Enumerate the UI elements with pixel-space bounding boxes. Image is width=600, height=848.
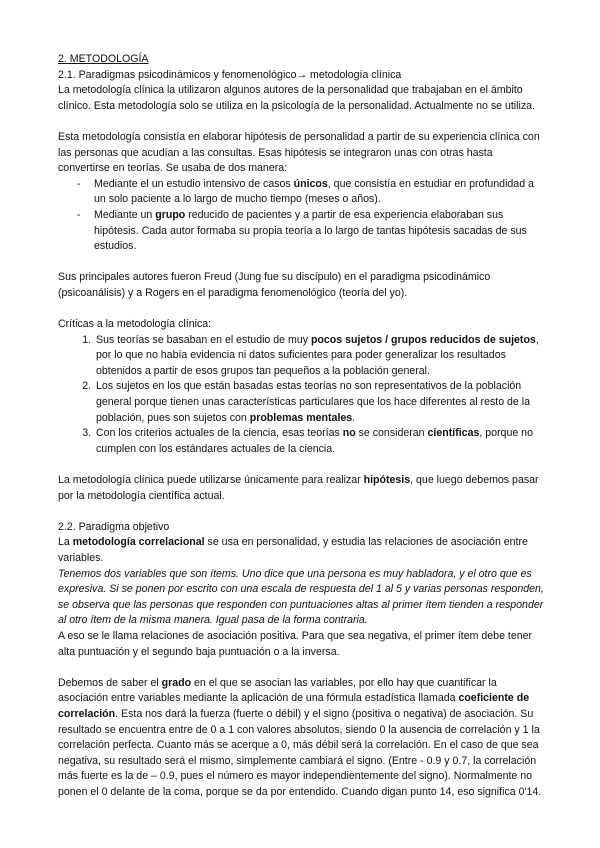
paragraph-example: Tenemos dos variables que son ítems. Uno dice que una persona es muy habladora, y el otro que es expresiva. Si se ponen por escrito con una escala de respuesta del 1 al 5 y varias personas responden, se observa que las personas que responden con puntuaciones altas al primer ítem tienden a responder al otro ítem de la misma manera. Igual pasa de la forma contraria. (58, 567, 544, 627)
paragraph-hypothesis: La metodología clínica puede utilizarse únicamente para realizar hipótesis, que luego debemos pasar por la metodología científica actual. (58, 474, 539, 502)
paragraph-clinical-intro: La metodología clínica la utilizaron algunos autores de la personalidad que trabajaban en el ámbito clínico. Esta metodología solo se utiliza en la psicología de la personalidad. Actualmente no se utiliza. (58, 84, 536, 112)
paragraph-correlational: La metodología correlacional se usa en personalidad, y estudia las relaciones de asociación entre variables. (58, 536, 528, 564)
list-item: 2. Los sujetos en los que están basadas estas teorías no son representativos de la población general porque tienen unas características particulares que los hace diferentes al resto de la población, pues son sujetos con problemas mentales. (94, 379, 544, 426)
list-item: 1. Sus teorías se basaban en el estudio de muy pocos sujetos / grupos reducidos de sujetos, por lo que no había evidencia ni datos suficientes para poder generalizar los resultados obtenidos a partir de esos grupos tan pequeños a la población general. (94, 333, 544, 380)
paragraph-correlation-coefficient: Debemos de saber el grado en el que se asocian las variables, por ello hay que cuantificar la asociación entre variables mediante la aplicación de una fórmula estadística llamada coeficiente de correlación. Esta nos dará la fuerza (fuerte o débil) y el signo (positiva o negativa) de asociación. Su resultado se encuentra entre de 0 a 1 con valores absolutos, siendo 0 la ausencia de correlación y 1 la correlación perfecta. Cuanto más se acerque a 0, más débil será la correlación. En el caso de que sea negativa, su resultado será el mismo, simplemente cambiará el signo. (Entre - 0.9 y 0.7, la correlación más fuerte es la de – 0.9, pues el número es mayor independientemente del signo). Normalmente no ponen el 0 delante de la coma, porque se da por entendido. Cuando digan punto 14, eso significa 0'14. (58, 676, 542, 798)
criticisms-title: Críticas a la metodología clínica: (58, 318, 212, 331)
criticisms-list (58, 333, 544, 458)
paragraph-authors: Sus principales autores fueron Freud (Jung fue su discípulo) en el paradigma psicodinámico (psicoanálisis) y a Rogers en el paradigma fenomenológico (teoría del yo). (58, 271, 491, 299)
dash-list (58, 177, 544, 255)
list-item: - Mediante el un estudio intensivo de casos únicos, que consistía en estudiar en profundidad a un solo paciente a lo largo de mucho tiempo (meses o años). (94, 177, 544, 208)
list-item: - Mediante un grupo reducido de pacientes y a partir de esa experiencia elaboraban sus hipótesis. Cada autor formaba su propia teoría a lo largo de tantas hipótesis sacadas de sus estudios. (94, 208, 544, 255)
document-page (58, 52, 544, 801)
section-title: 2. METODOLOGÍA (58, 53, 149, 65)
subsection-title-2-1: 2.1. Paradigmas psicodinámicos y fenomenológico→ metodología clínica (58, 68, 402, 81)
list-item: 3. Con los criterios actuales de la ciencia, esas teorías no se consideran científicas, porque no cumplen con los estándares actuales de la ciencia. (94, 426, 544, 457)
paragraph-positive-association: A eso se le llama relaciones de asociación positiva. Para que sea negativa, el primer ítem debe tener alta puntuación y el segundo baja puntuación o a la inversa. (58, 629, 533, 658)
subsection-title-2-2: 2.2. Paradigma objetivo (58, 520, 170, 533)
paragraph-clinical-method: Esta metodología consistía en elaborar hipótesis de personalidad a partir de su experiencia clínica con las personas que acudían a las consultas. Esas hipótesis se integraron unas con otras hasta convertirse en teorías. Se usaba de dos manera: (58, 130, 540, 175)
